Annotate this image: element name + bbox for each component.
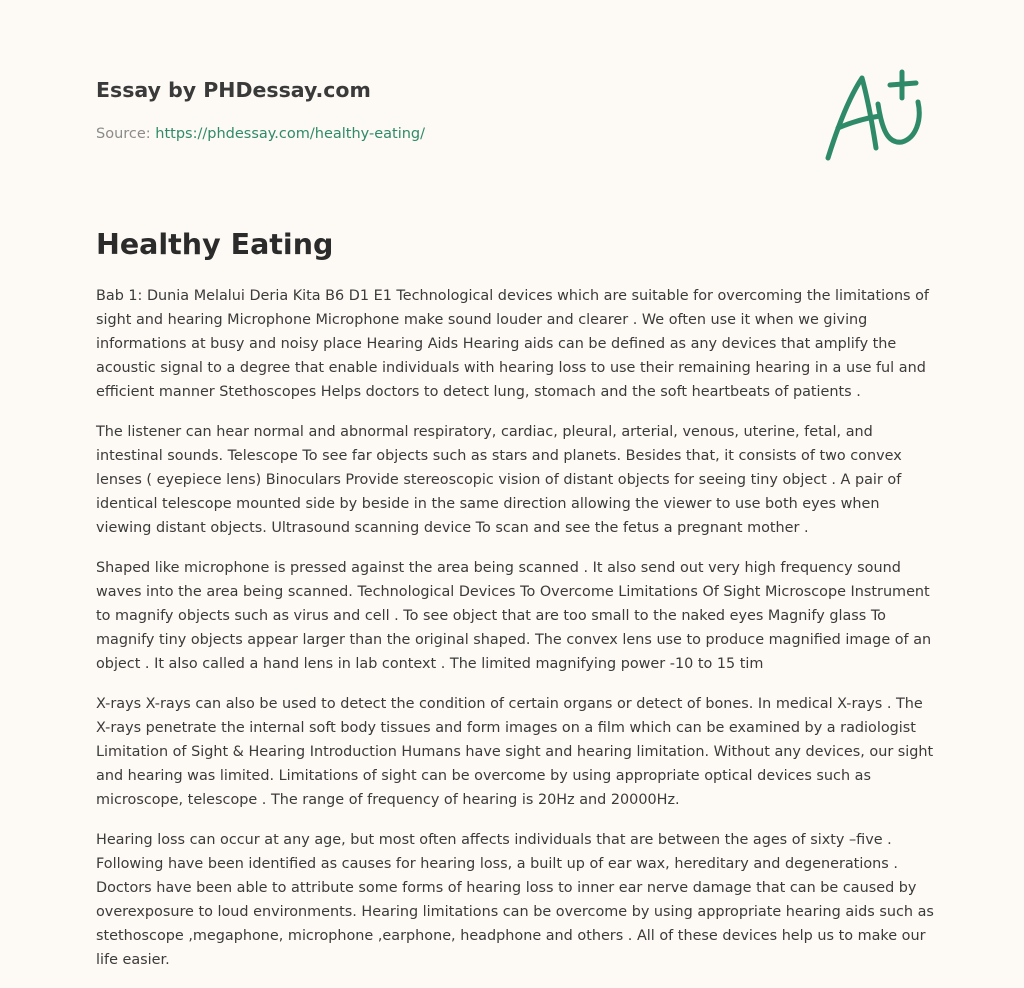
a-plus-icon: [818, 66, 930, 166]
paragraph: The listener can hear normal and abnormal respiratory, cardiac, pleural, arterial, venous, uterine, fetal, and intestinal sounds. Telescope To see far objects such as stars and planets. Besides that, it consists of two convex lenses ( eyepiece lens) Binoculars Provide stereoscopic vision of distant objects for seeing tiny object . A pair of identical telescope mounted side by beside in the same direction allowing the viewer to use both eyes when viewing distant objects. Ultrasound scanning device To scan and see the fetus a pregnant mother .: [96, 424, 902, 536]
page-header: [96, 76, 796, 144]
paragraph: Bab 1: Dunia Melalui Deria Kita B6 D1 E1 Technological devices which are suitable for overcoming the limitations of sight and hearing Microphone Microphone make sound louder and clearer . We often use it when we giving informations at busy and noisy place Hearing Aids Hearing aids can be defined as any devices that amplify the acoustic signal to a degree that enable individuals with hearing loss to use their remaining hearing in a use ful and efficient manner Stethoscopes Helps doctors to detect lung, stomach and the soft heartbeats of patients .: [96, 288, 930, 400]
essay-title: Healthy Eating: [96, 228, 334, 261]
paragraph: Hearing loss can occur at any age, but most often affects individuals that are between the ages of sixty –five . Following have been identified as causes for hearing loss, a built up of ear wax, hereditary and degenerations . Doctors have been able to attribute some forms of hearing loss to inner ear nerve damage that can be caused by overexposure to loud environments. Hearing limitations can be overcome by using appropriate hearing aids such as stethoscope ,megaphone, microphone ,earphone, headphone and others . All of these devices help us to make our life easier.: [96, 832, 934, 968]
site-brand: Essay by PHDessay.com: [96, 78, 371, 102]
source-link[interactable]: https://phdessay.com/healthy-eating/: [155, 126, 426, 142]
source-line: [96, 124, 796, 144]
paragraph: Shaped like microphone is pressed against the area being scanned . It also send out very high frequency sound waves into the area being scanned. Technological Devices To Overcome Limitations Of Sight Microscope Instrument to magnify objects such as virus and cell . To see object that are too small to the naked eyes Magnify glass To magnify tiny objects appear larger than the original shaped. The convex lens use to produce magnified image of an object . It also called a hand lens in lab context . The limited magnifying power -10 to 15 tim: [96, 560, 932, 672]
paragraph: X-rays X-rays can also be used to detect the condition of certain organs or detect of bones. In medical X-rays . The X-rays penetrate the internal soft body tissues and form images on a film which can be examined by a radiologist Limitation of Sight & Hearing Introduction Humans have sight and hearing limitation. Without any devices, our sight and hearing was limited. Limitations of sight can be overcome by using appropriate optical devices such as microscope, telescope . The range of frequency of hearing is 20Hz and 20000Hz.: [96, 696, 934, 808]
essay-body: [96, 284, 936, 988]
source-label: Source:: [96, 126, 151, 142]
